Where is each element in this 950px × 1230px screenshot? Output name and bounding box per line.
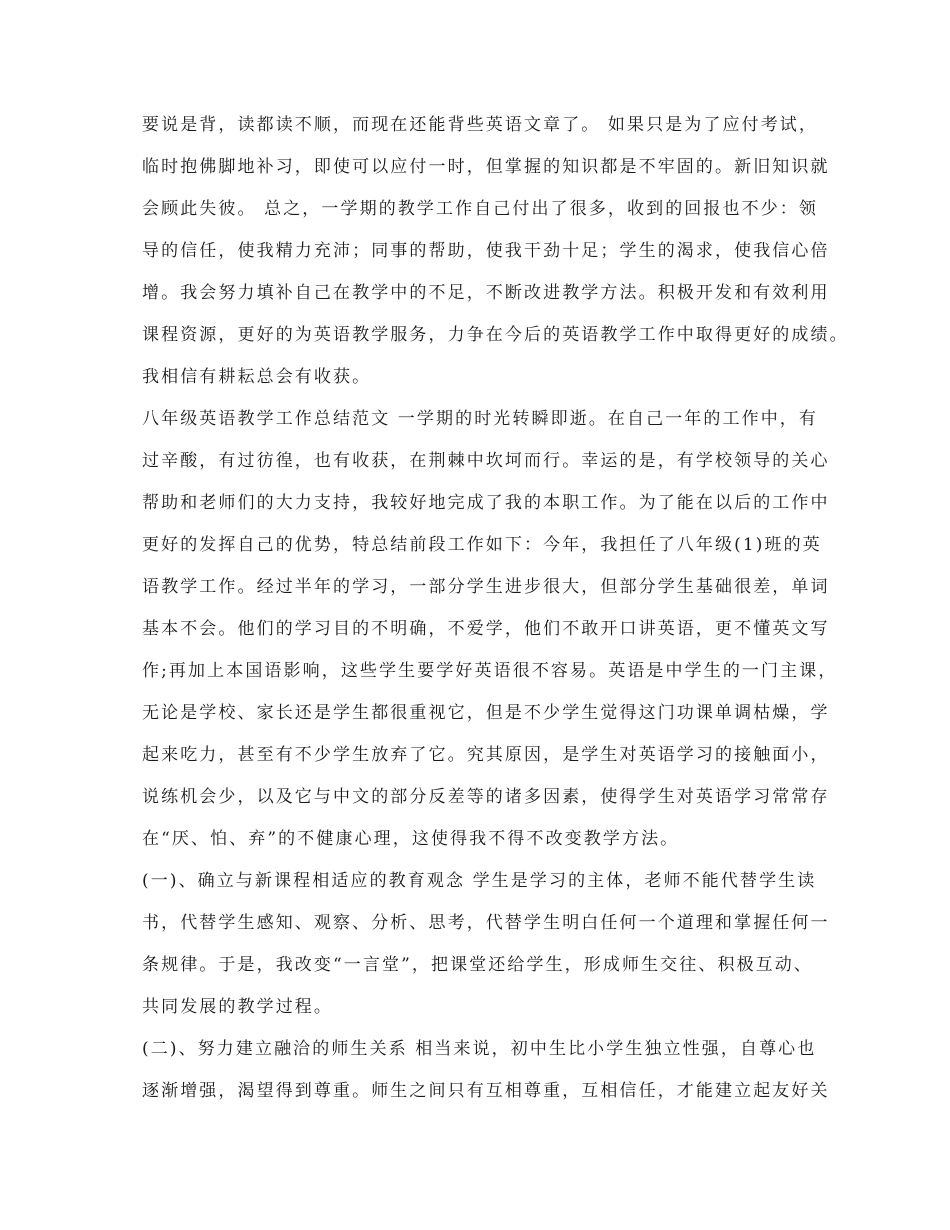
section-heading-line: 八年级英语教学工作总结范文 一学期的时光转瞬即逝。在自己一年的工作中，有: [142, 409, 819, 429]
section-heading-line: (二)、努力建立融洽的师生关系 相当来说，初中生比小学生独立性强，自尊心也: [142, 1039, 817, 1059]
text-line: 作;再加上本国语影响，这些学生要学好英语很不容易。英语是中学生的一门主课，: [142, 661, 838, 681]
text-line: 说练机会少，以及它与中文的部分反差等的诸多因素，使得学生对英语学习常常存: [142, 787, 830, 807]
text-line: 导的信任，使我精力充沛；同事的帮助，使我干劲十足；学生的渴求，使我信心倍: [142, 241, 830, 261]
text-line: 更好的发挥自己的优势，特总结前段工作如下：今年，我担任了八年级(1)班的英: [142, 535, 822, 555]
text-line: 无论是学校、家长还是学生都很重视它，但是不少学生觉得这门功课单调枯燥，学: [142, 703, 830, 723]
text-line: 课程资源，更好的为英语教学服务，力争在今后的英语教学工作中取得更好的成绩。: [142, 325, 849, 345]
text-line: 基本不会。他们的学习目的不明确，不爱学，他们不敢开口讲英语，更不懂英文写: [142, 619, 830, 639]
text-line: 过辛酸，有过彷徨，也有收获，在荆棘中坎坷而行。幸运的是，有学校领导的关心: [142, 451, 830, 471]
text-line: 共同发展的教学过程。: [142, 997, 333, 1017]
section-heading-line: (一)、确立与新课程相适应的教育观念 学生是学习的主体，老师不能代替学生读: [142, 871, 817, 891]
text-line: 我相信有耕耘总会有收获。: [142, 367, 372, 387]
text-line: 临时抱佛脚地补习，即使可以应付一时，但掌握的知识都是不牢固的。新旧知识就: [142, 157, 830, 177]
text-line: 帮助和老师们的大力支持，我较好地完成了我的本职工作。为了能在以后的工作中: [142, 493, 830, 513]
text-line: 起来吃力，甚至有不少学生放弃了它。究其原因，是学生对英语学习的接触面小，: [142, 745, 830, 765]
text-line: 语教学工作。经过半年的学习，一部分学生进步很大，但部分学生基础很差，单词: [142, 577, 830, 597]
text-line: 要说是背，读都读不顺，而现在还能背些英语文章了。 如果只是为了应付考试，: [142, 115, 819, 135]
text-line: 在“厌、怕、弃”的不健康心理，这使得我不得不改变教学方法。: [142, 829, 680, 849]
text-line: 逐渐增强，渴望得到尊重。师生之间只有互相尊重，互相信任，才能建立起友好关: [142, 1081, 830, 1101]
text-line: 增。我会努力填补自己在教学中的不足，不断改进教学方法。积极开发和有效利用: [142, 283, 830, 303]
text-line: 条规律。于是，我改变“一言堂”，把课堂还给学生，形成师生交往、积极互动、: [142, 955, 813, 975]
text-line: 书，代替学生感知、观察、分析、思考，代替学生明白任何一个道理和掌握任何一: [142, 913, 830, 933]
text-line: 会顾此失彼。 总之，一学期的教学工作自己付出了很多，收到的回报也不少：领: [142, 199, 819, 219]
